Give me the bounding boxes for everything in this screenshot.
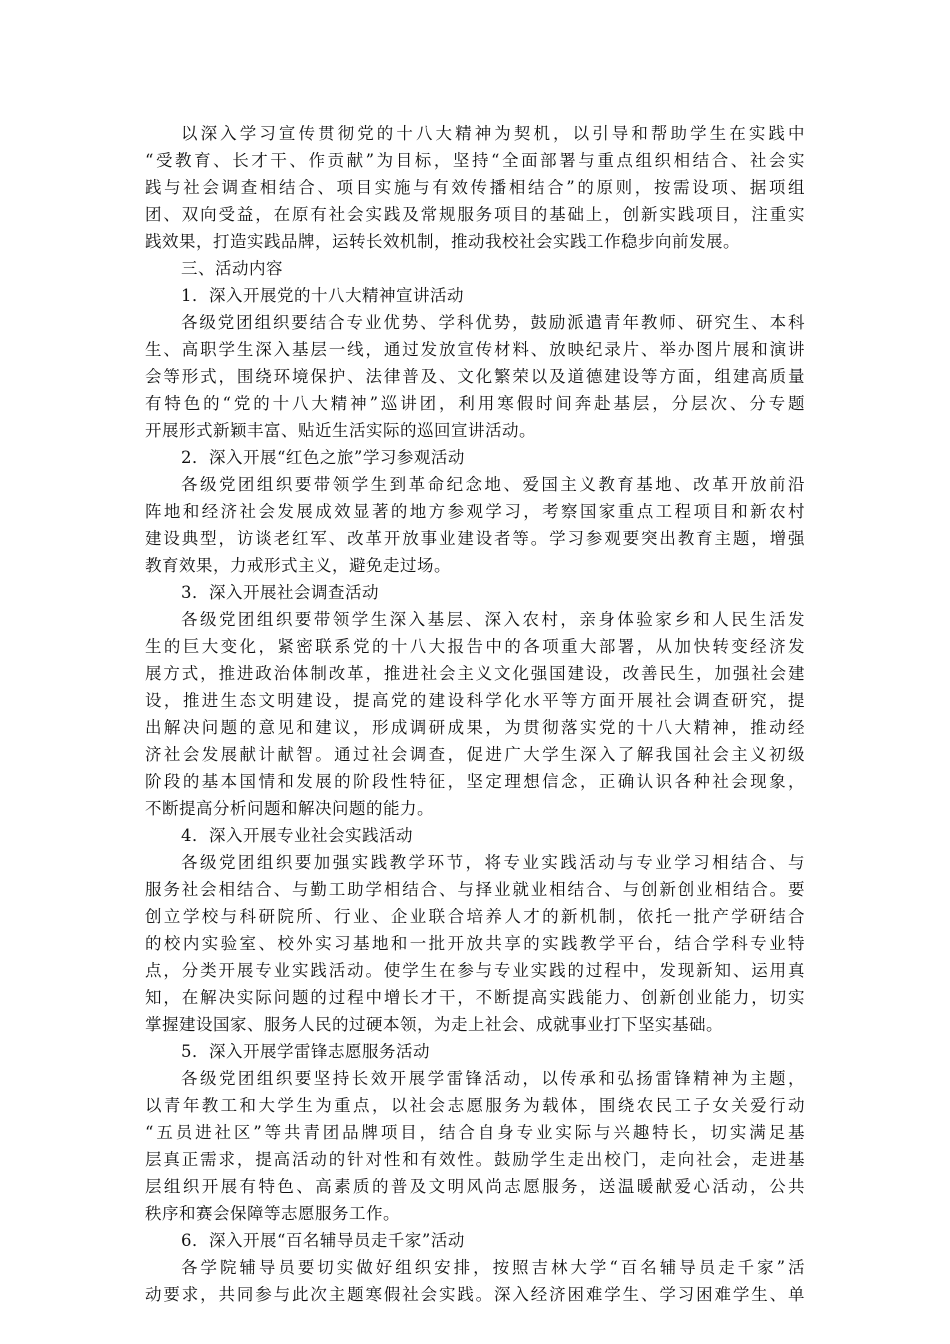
text-line: 层组织开展有特色、高素质的普及文明风尚志愿服务，送温暖献爱心活动，公共 [145, 1177, 805, 1196]
text-line: 阶段的基本国情和发展的阶段性特征，坚定理想信念，正确认识各种社会现象， [145, 772, 805, 791]
text-line: 掌握建设国家、服务人民的过硬本领，为走上社会、成就事业打下坚实基础。 [145, 1015, 723, 1034]
text-line: 服务社会相结合、与勤工助学相结合、与择业就业相结合、与创新创业相结合。要 [145, 880, 805, 899]
text-line: 展方式，推进政治体制改革，推进社会主义文化强国建设，改善民生，加强社会建 [145, 664, 805, 683]
text-line: 层真正需求，提高活动的针对性和有效性。鼓励学生走出校门，走向社会，走进基 [145, 1150, 805, 1169]
text-line: 的校内实验室、校外实习基地和一批开放共享的实践教学平台，结合学科专业特 [145, 934, 805, 953]
text-line: 知，在解决实际问题的过程中增长才干，不断提高实践能力、创新创业能力，切实 [145, 988, 805, 1007]
text-line: 点，分类开展专业实践活动。使学生在参与专业实践的过程中，发现新知、运用真 [145, 961, 805, 980]
text-line: 出解决问题的意见和建议，形成调研成果，为贯彻落实党的十八大精神，推动经 [145, 718, 805, 737]
document-body [145, 120, 805, 1308]
text-line: 各级党团组织要加强实践教学环节，将专业实践活动与专业学习相结合、与 [181, 853, 805, 872]
text-line: 生的巨大变化，紧密联系党的十八大报告中的各项重大部署，从加快转变经济发 [145, 637, 805, 656]
text-line: 设，推进生态文明建设，提高党的建设科学化水平等方面开展社会调查研究，提 [145, 691, 805, 710]
text-line: “受教育、长才干、作贡献”为目标，坚持“全面部署与重点组织相结合、社会实 [145, 151, 805, 170]
text-line: 阵地和经济社会发展成效显著的地方参观学习，考察国家重点工程项目和新农村 [145, 502, 805, 521]
text-line: 济社会发展献计献智。通过社会调查，促进广大学生深入了解我国社会主义初级 [145, 745, 805, 764]
text-line: 生、高职学生深入基层一线，通过发放宣传材料、放映纪录片、举办图片展和演讲 [145, 340, 805, 359]
text-line: 开展形式新颖丰富、贴近生活实际的巡回宣讲活动。 [145, 421, 536, 440]
text-line: 各级党团组织要坚持长效开展学雷锋活动，以传承和弘扬雷锋精神为主题， [181, 1069, 805, 1088]
text-line: 三、活动内容 [181, 259, 283, 278]
text-line: 2．深入开展“红色之旅”学习参观活动 [181, 448, 465, 467]
text-line: 6．深入开展“百名辅导员走千家”活动 [181, 1231, 465, 1250]
text-line: “五员进社区”等共青团品牌项目，结合自身专业实际与兴趣特长，切实满足基 [145, 1123, 805, 1142]
text-line: 建设典型，访谈老红军、改革开放事业建设者等。学习参观要突出教育主题，增强 [145, 529, 805, 548]
text-line: 以深入学习宣传贯彻党的十八大精神为契机，以引导和帮助学生在实践中 [181, 124, 805, 143]
text-line: 各级党团组织要带领学生深入基层、深入农村，亲身体验家乡和人民生活发 [181, 610, 805, 629]
text-line: 各级党团组织要结合专业优势、学科优势，鼓励派遣青年教师、研究生、本科 [181, 313, 805, 332]
text-line: 会等形式，围绕环境保护、法律普及、文化繁荣以及道德建设等方面，组建高质量 [145, 367, 805, 386]
text-line: 团、双向受益，在原有社会实践及常规服务项目的基础上，创新实践项目，注重实 [145, 205, 805, 224]
text-line: 有特色的“党的十八大精神”巡讲团，利用寒假时间奔赴基层，分层次、分专题 [145, 394, 805, 413]
text-line: 创立学校与科研院所、行业、企业联合培养人才的新机制，依托一批产学研结合 [145, 907, 805, 926]
text-line: 1．深入开展党的十八大精神宣讲活动 [181, 286, 464, 305]
text-line: 3．深入开展社会调查活动 [181, 583, 379, 602]
text-line: 不断提高分析问题和解决问题的能力。 [145, 799, 434, 818]
text-line: 秩序和赛会保障等志愿服务工作。 [145, 1204, 400, 1223]
text-line: 践效果，打造实践品牌，运转长效机制，推动我校社会实践工作稳步向前发展。 [145, 232, 740, 251]
text-line: 各学院辅导员要切实做好组织安排，按照吉林大学“百名辅导员走千家”活 [181, 1258, 805, 1277]
text-line: 教育效果，力戒形式主义，避免走过场。 [145, 556, 451, 575]
text-line: 以青年教工和大学生为重点，以社会志愿服务为载体，围绕农民工子女关爱行动 [145, 1096, 805, 1115]
text-line: 4．深入开展专业社会实践活动 [181, 826, 413, 845]
text-line: 践与社会调查相结合、项目实施与有效传播相结合”的原则，按需设项、据项组 [145, 178, 805, 197]
text-line: 各级党团组织要带领学生到革命纪念地、爱国主义教育基地、改革开放前沿 [181, 475, 805, 494]
text-line: 5．深入开展学雷锋志愿服务活动 [181, 1042, 430, 1061]
text-line: 动要求，共同参与此次主题寒假社会实践。深入经济困难学生、学习困难学生、单 [145, 1285, 805, 1304]
